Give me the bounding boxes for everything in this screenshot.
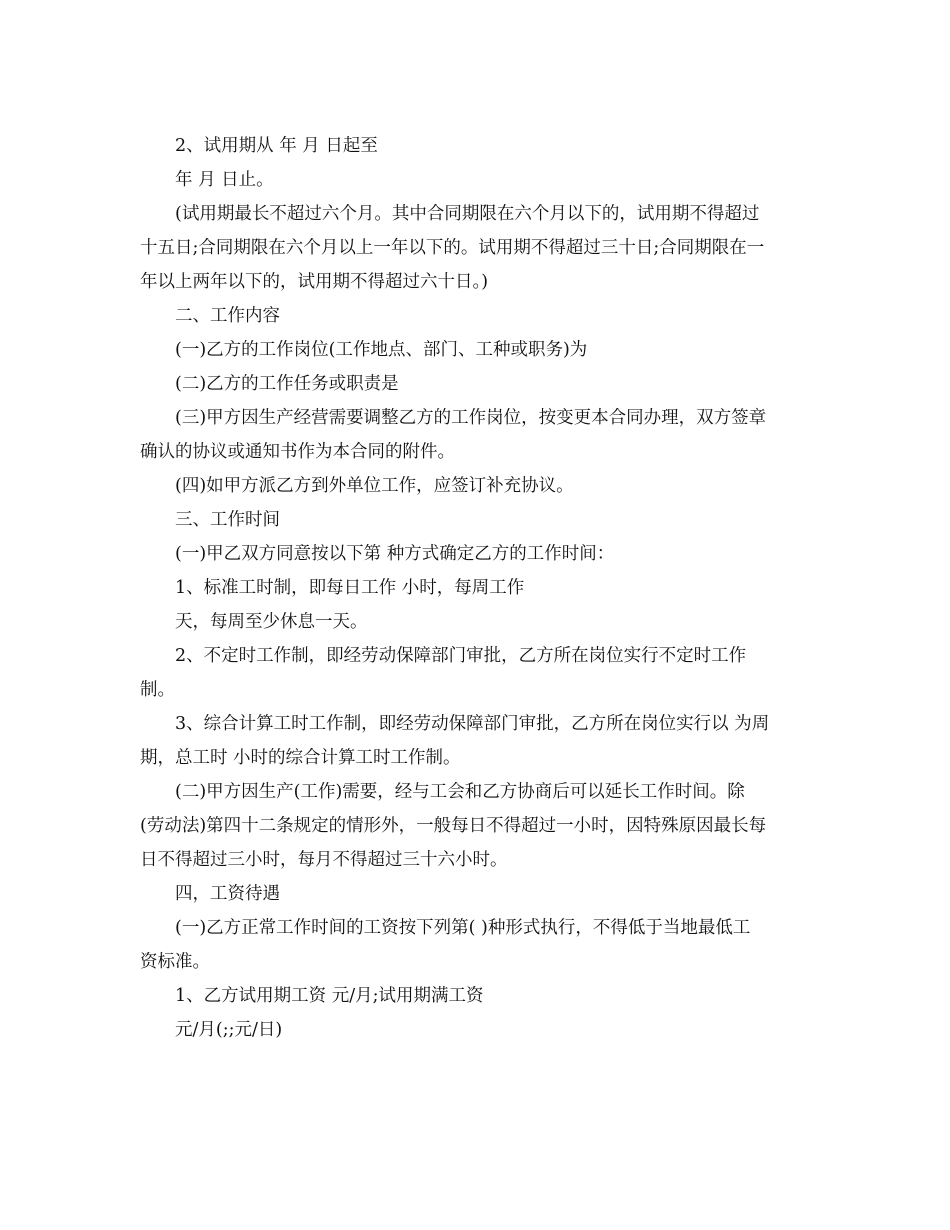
document-line: 天，每周至少休息一天。 <box>175 612 368 632</box>
document-line: (四)如甲方派乙方到外单位工作，应签订补充协议。 <box>175 476 574 496</box>
document-line: (一)乙方正常工作时间的工资按下列第( )种形式执行，不得低于当地最低工 <box>175 918 751 938</box>
document-line: 制。 <box>140 680 175 700</box>
document-line: 资标准。 <box>140 952 210 972</box>
document-line: 元/月(;;元/日) <box>175 1020 283 1040</box>
document-line: (劳动法)第四十二条规定的情形外，一般每日不得超过一小时，因特殊原因最长每 <box>140 816 767 836</box>
document-line: (试用期最长不超过六个月。其中合同期限在六个月以下的，试用期不得超过 <box>175 204 760 224</box>
document-line: 期，总工时 小时的综合计算工时工作制。 <box>140 748 461 768</box>
document-line: (二)乙方的工作任务或职责是 <box>175 374 399 394</box>
document-line: (一)乙方的工作岗位(工作地点、部门、工种或职务)为 <box>175 340 588 360</box>
document-line: 二、工作内容 <box>175 306 280 326</box>
document-line: 日不得超过三小时，每月不得超过三十六小时。 <box>140 850 508 870</box>
document-line: 年 月 日止。 <box>175 170 274 190</box>
document-line: 四，工资待遇 <box>175 884 280 904</box>
document-line: 1、乙方试用期工资 元/月;试用期满工资 <box>175 986 484 1006</box>
document-body <box>140 129 814 1047</box>
document-line: 2、不定时工作制，即经劳动保障部门审批，乙方所在岗位实行不定时工作 <box>175 646 747 666</box>
document-line: 十五日;合同期限在六个月以上一年以下的。试用期不得超过三十日;合同期限在一 <box>140 238 765 258</box>
document-line: 确认的协议或通知书作为本合同的附件。 <box>140 442 455 462</box>
document-line: 三、工作时间 <box>175 510 280 530</box>
document-line: 3、综合计算工时工作制，即经劳动保障部门审批，乙方所在岗位实行以 为周 <box>175 714 770 734</box>
document-line: (二)甲方因生产(工作)需要，经与工会和乙方协商后可以延长工作时间。除 <box>175 782 745 802</box>
document-line: (一)甲乙双方同意按以下第 种方式确定乙方的工作时间： <box>175 544 615 564</box>
document-line: 1、标准工时制，即每日工作 小时，每周工作 <box>175 578 525 598</box>
document-line: (三)甲方因生产经营需要调整乙方的工作岗位，按变更本合同办理，双方签章 <box>175 408 767 428</box>
document-line: 年以上两年以下的，试用期不得超过六十日。) <box>140 272 489 292</box>
document-line: 2、试用期从 年 月 日起至 <box>175 136 378 156</box>
